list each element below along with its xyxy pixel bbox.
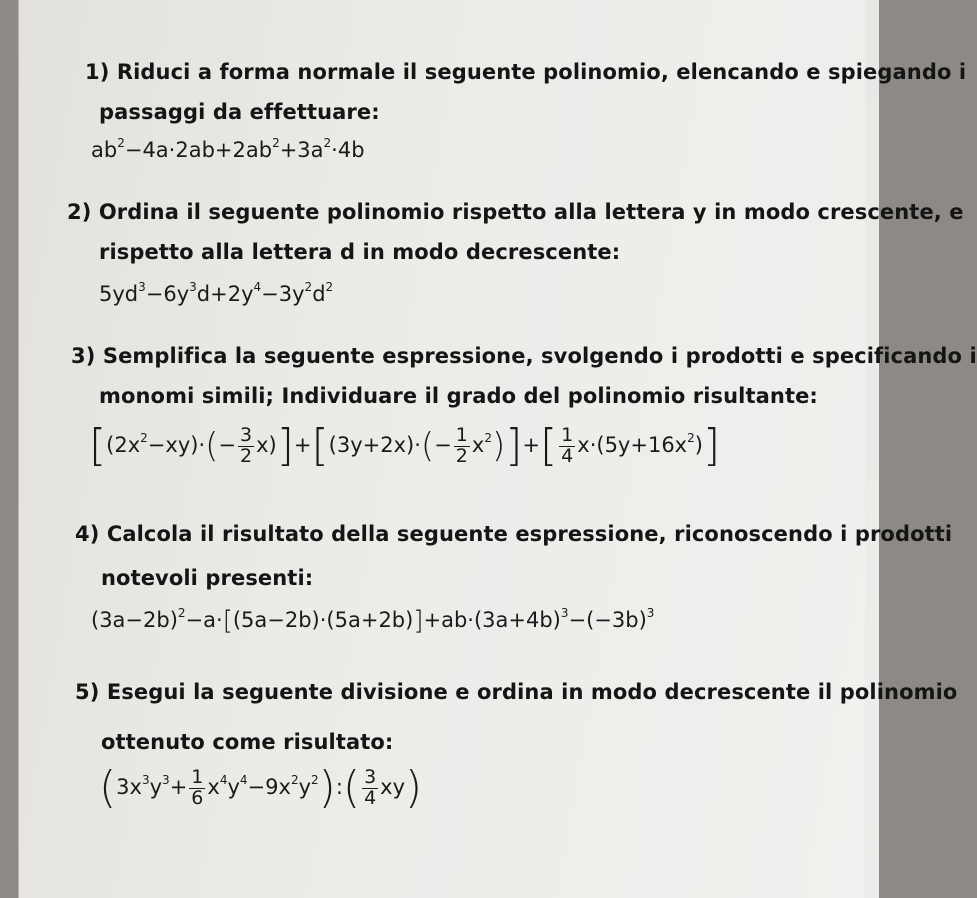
exercise-4-formula: $(3a-2b)^2-a\cdot[(5a-2b)\cdot(5a+2b)]+ab\cdot(3a+4b)^3-(-3b)^3$: [91, 606, 655, 636]
exercise-2-number: 2): [67, 200, 92, 224]
exercise-2-formula: $5yd^3-6y^3d+2y^4-3y^2d^2$: [99, 280, 334, 306]
exercise-4-line-1: 4) Calcola il risultato della seguente espressione, riconoscendo i prodotti: [75, 522, 953, 546]
exercise-5-number: 5): [75, 680, 100, 704]
exercise-4-number: 4): [75, 522, 100, 546]
exercise-3-line-1: 3) Semplifica la seguente espressione, svolgendo i prodotti e specificando i: [71, 344, 977, 368]
exercise-5-line-2: ottenuto come risultato:: [101, 730, 394, 754]
exercise-3-formula: [$(2x^2-xy)\cdot(-$ $\frac{3}{2}$ x)]+[(3y+2x)·(− $\frac{1}{2}$ $x^2)]+$[ $\frac{1}{4}$ $x\cdot(5y+16x^2)$]: [89, 420, 721, 471]
worksheet-paper: [18, 0, 977, 898]
exercise-2-line-1: 2) Ordina il seguente polinomio rispetto alla lettera y in modo crescente, e: [67, 200, 964, 224]
exercise-1-line-1: 1) Riduci a forma normale il seguente polinomio, elencando e spiegando i: [85, 60, 967, 84]
exercise-4-line-2: notevoli presenti:: [101, 566, 314, 590]
exercise-5-line-1: 5) Esegui la seguente divisione e ordina in modo decrescente il polinomio: [75, 680, 958, 704]
exercise-1-number: 1): [85, 60, 110, 84]
exercise-1-formula: $ab^2-4a\cdot 2ab+2ab^2+3a^2\cdot 4b$: [91, 136, 365, 162]
exercise-3-line-2: monomi simili; Individuare il grado del polinomio risultante:: [99, 384, 818, 408]
exercise-5-formula: ($3x^3y^3+$ $\frac{1}{6}$ $x^4y^4-9x^2y^2$):( $\frac{3}{4}$ xy): [99, 762, 423, 813]
paper-edge: [865, 0, 879, 898]
exercise-1-line-2: passaggi da effettuare:: [99, 100, 380, 124]
exercise-2-line-2: rispetto alla lettera d in modo decrescente:: [99, 240, 621, 264]
exercise-3-number: 3): [71, 344, 96, 368]
